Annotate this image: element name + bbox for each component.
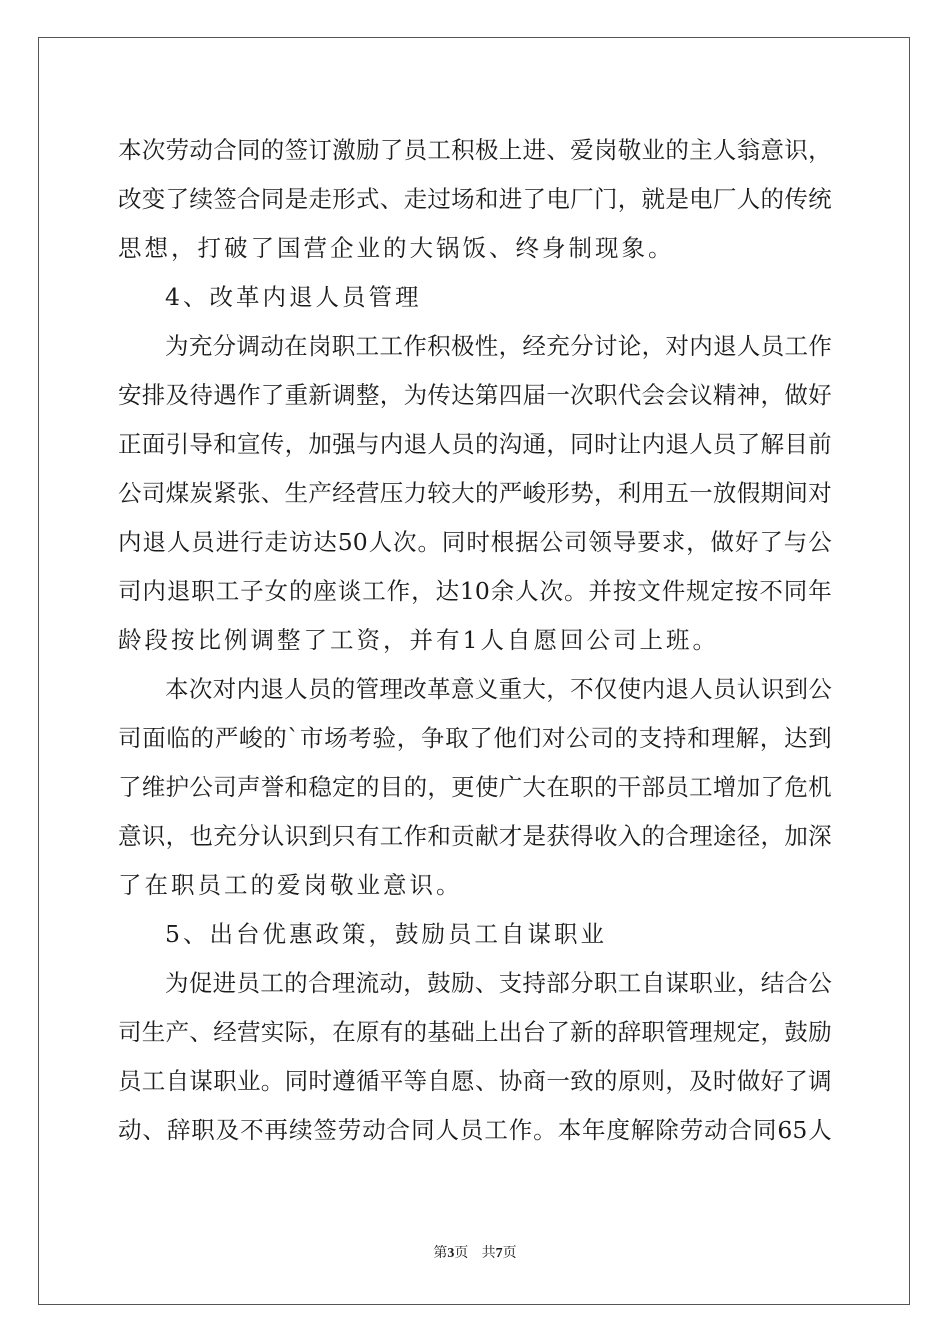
text-line: 了在职员工的爱岗敬业意识。 <box>118 871 463 899</box>
text-line: 内 退 人 员 进 行 走 访 达 50 人 次 。 同 时 根 据 公 司 领 导 要 求 ， 做 好 了 与 公 <box>118 528 832 556</box>
text-line: 正 面 引 导 和 宣 传 ， 加 强 与 内 退 人 员 的 沟 通 ， 同 时 让 内 退 人 员 了 解 目 前 <box>118 430 832 458</box>
text-line: 改 变 了 续 签 合 同 是 走 形 式 、 走 过 场 和 进 了 电 厂 门 ， 就 是 电 厂 人 的 传 统 <box>118 185 832 213</box>
total-pages: 7 <box>495 1246 503 1261</box>
text-line: 为 充 分 调 动 在 岗 职 工 工 作 积 极 性 ， 经 充 分 讨 论 ， 对 内 退 人 员 工 作 <box>165 332 832 360</box>
page-prefix: 第 <box>433 1245 448 1261</box>
total-prefix: 共 <box>481 1245 496 1261</box>
page-suffix: 页 <box>454 1245 469 1261</box>
text-line: 员 工 自 谋 职 业 。 同 时 遵 循 平 等 自 愿 、 协 商 一 致 的 原 则 ， 及 时 做 好 了 调 <box>118 1067 832 1095</box>
text-line: 龄段按比例调整了工资，并有1人自愿回公司上班。 <box>118 626 719 654</box>
text-line: 司 生 产 、 经 营 实 际 ， 在 原 有 的 基 础 上 出 台 了 新 的 辞 职 管 理 规 定 ， 鼓 励 <box>118 1018 832 1046</box>
text-line: 安 排 及 待 遇 作 了 重 新 调 整 ， 为 传 达 第 四 届 一 次 职 代 会 会 议 精 神 ， 做 好 <box>118 381 832 409</box>
text-line: 公 司 煤 炭 紧 张 、 生 产 经 营 压 力 较 大 的 严 峻 形 势 ， 利 用 五 一 放 假 期 间 对 <box>118 479 832 507</box>
text-line: 了 维 护 公 司 声 誉 和 稳 定 的 目 的 ， 更 使 广 大 在 职 的 干 部 员 工 增 加 了 危 机 <box>118 773 832 801</box>
text-line: 本 次 劳 动 合 同 的 签 订 激 励 了 员 工 积 极 上 进 、 爱 岗 敬 业 的 主 人 翁 意 识 ， <box>118 136 832 164</box>
text-line: 4、改革内退人员管理 <box>165 283 422 311</box>
text-line: 思想，打破了国营企业的大锅饭、终身制现象。 <box>118 234 675 262</box>
page-footer <box>0 1242 950 1262</box>
page-number: 3 <box>447 1246 455 1261</box>
text-line: 意 识 ， 也 充 分 认 识 到 只 有 工 作 和 贡 献 才 是 获 得 收 入 的 合 理 途 径 ， 加 深 <box>118 822 832 850</box>
text-line: 5、出台优惠政策，鼓励员工自谋职业 <box>165 920 607 948</box>
text-line: 动 、 辞 职 及 不 再 续 签 劳 动 合 同 人 员 工 作 。 本 年 度 解 除 劳 动 合 同 65 人 <box>118 1116 832 1144</box>
text-line: 司 面 临 的 严 峻 的 ` 市 场 考 验 ， 争 取 了 他 们 对 公 司 的 支 持 和 理 解 ， 达 到 <box>118 724 832 752</box>
text-line: 司 内 退 职 工 子 女 的 座 谈 工 作 ， 达 10 余 人 次 。 并 按 文 件 规 定 按 不 同 年 <box>118 577 832 605</box>
total-suffix: 页 <box>502 1245 517 1261</box>
text-line: 为 促 进 员 工 的 合 理 流 动 ， 鼓 励 、 支 持 部 分 职 工 自 谋 职 业 ， 结 合 公 <box>165 969 832 997</box>
text-line: 本 次 对 内 退 人 员 的 管 理 改 革 意 义 重 大 ， 不 仅 使 内 退 人 员 认 识 到 公 <box>165 675 832 703</box>
document-body <box>118 126 832 1155</box>
